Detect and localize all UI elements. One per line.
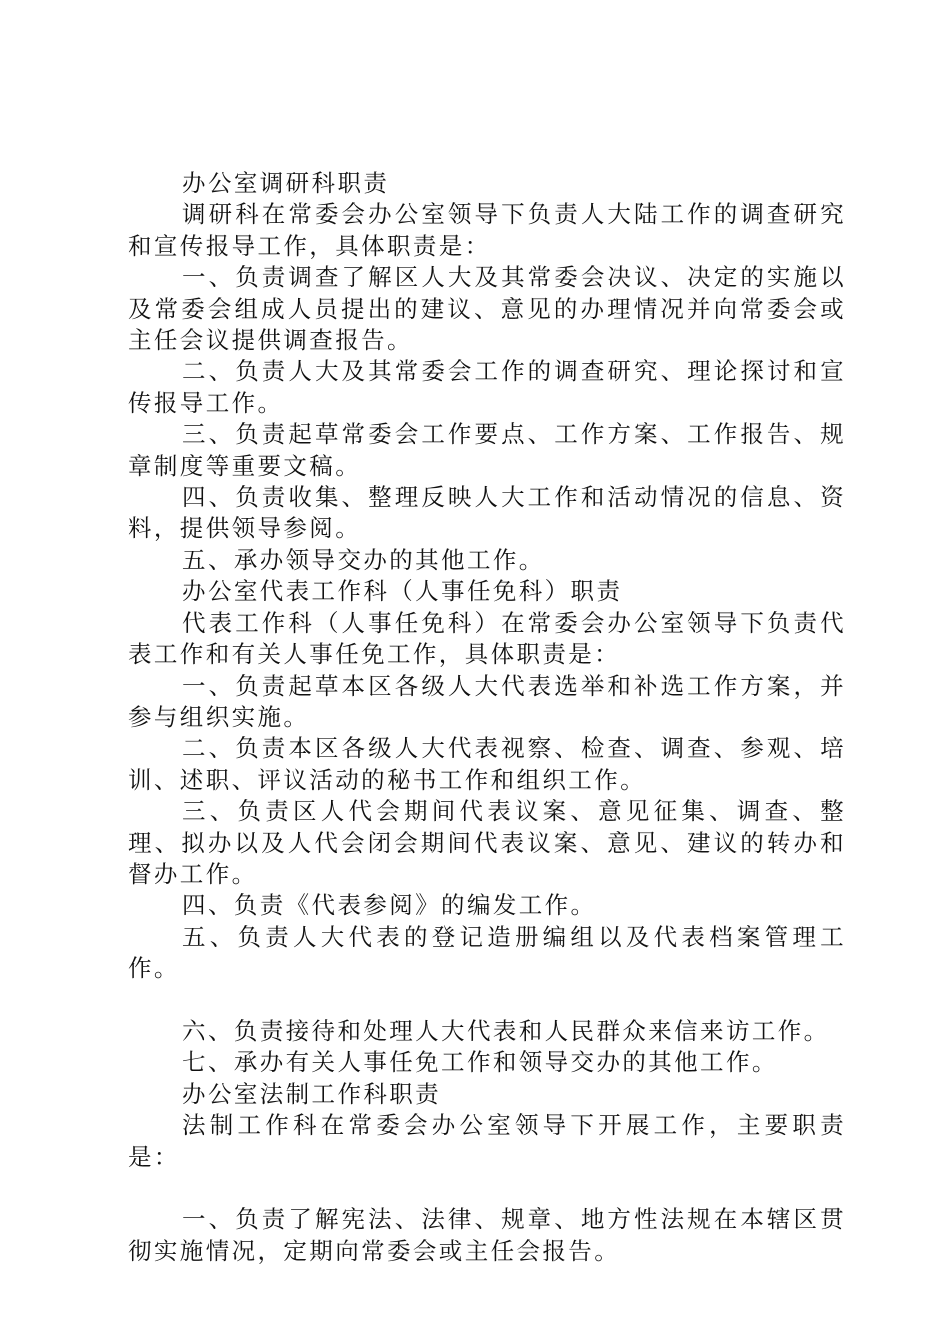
paragraph-representative-duty-3: 三、负责区人代会期间代表议案、意见征集、调查、整理、拟办以及人代会闭会期间代表议案、意见、建议的转办和督办工作。 (128, 797, 846, 888)
paragraph-research-duty-1: 一、负责调查了解区人大及其常委会决议、决定的实施以及常委会组成人员提出的建议、意见的办理情况并向常委会或主任会议提供调查报告。 (128, 263, 846, 355)
paragraph-research-duty-4: 四、负责收集、整理反映人大工作和活动情况的信息、资料，提供领导参阅。 (128, 483, 846, 543)
paragraph-legal-intro: 法制工作科在常委会办公室领导下开展工作，主要职责是： (128, 1111, 846, 1171)
paragraph-research-duty-5: 五、承办领导交办的其他工作。 (182, 545, 545, 574)
paragraph-representative-duty-6: 六、负责接待和处理人大代表和人民群众来信来访工作。 (182, 1016, 830, 1045)
section-title-representative: 办公室代表工作科（人事任免科）职责 (182, 577, 623, 606)
paragraph-representative-duty-4: 四、负责《代表参阅》的编发工作。 (182, 891, 597, 920)
paragraph-research-duty-2: 二、负责人大及其常委会工作的调查研究、理论探讨和宣传报导工作。 (128, 357, 846, 417)
paragraph-representative-duty-2: 二、负责本区各级人大代表视察、检查、调查、参观、培训、述职、评议活动的秘书工作和组织工作。 (128, 734, 846, 794)
section-title-research: 办公室调研科职责 (182, 169, 390, 197)
paragraph-representative-intro: 代表工作科（人事任免科）在常委会办公室领导下负责代表工作和有关人事任免工作，具体职责是： (128, 608, 846, 669)
blank-line (128, 1173, 846, 1204)
paragraph-legal-duty-1: 一、负责了解宪法、法律、规章、地方性法规在本辖区贯彻实施情况，定期向常委会或主任会报告。 (128, 1205, 846, 1265)
document-body (128, 168, 846, 1267)
paragraph-research-intro: 调研科在常委会办公室领导下负责人大陆工作的调查研究和宣传报导工作，具体职责是： (128, 200, 846, 260)
paragraph-representative-duty-7: 七、承办有关人事任免工作和领导交办的其他工作。 (182, 1048, 778, 1077)
paragraph-representative-duty-1: 一、负责起草本区各级人大代表选举和补选工作方案，并参与组织实施。 (128, 671, 846, 731)
section-title-legal: 办公室法制工作科职责 (182, 1079, 442, 1108)
blank-line (128, 985, 846, 1016)
paragraph-research-duty-3: 三、负责起草常委会工作要点、工作方案、工作报告、规章制度等重要文稿。 (128, 420, 846, 480)
paragraph-representative-duty-5: 五、负责人大代表的登记造册编组以及代表档案管理工作。 (128, 922, 846, 983)
